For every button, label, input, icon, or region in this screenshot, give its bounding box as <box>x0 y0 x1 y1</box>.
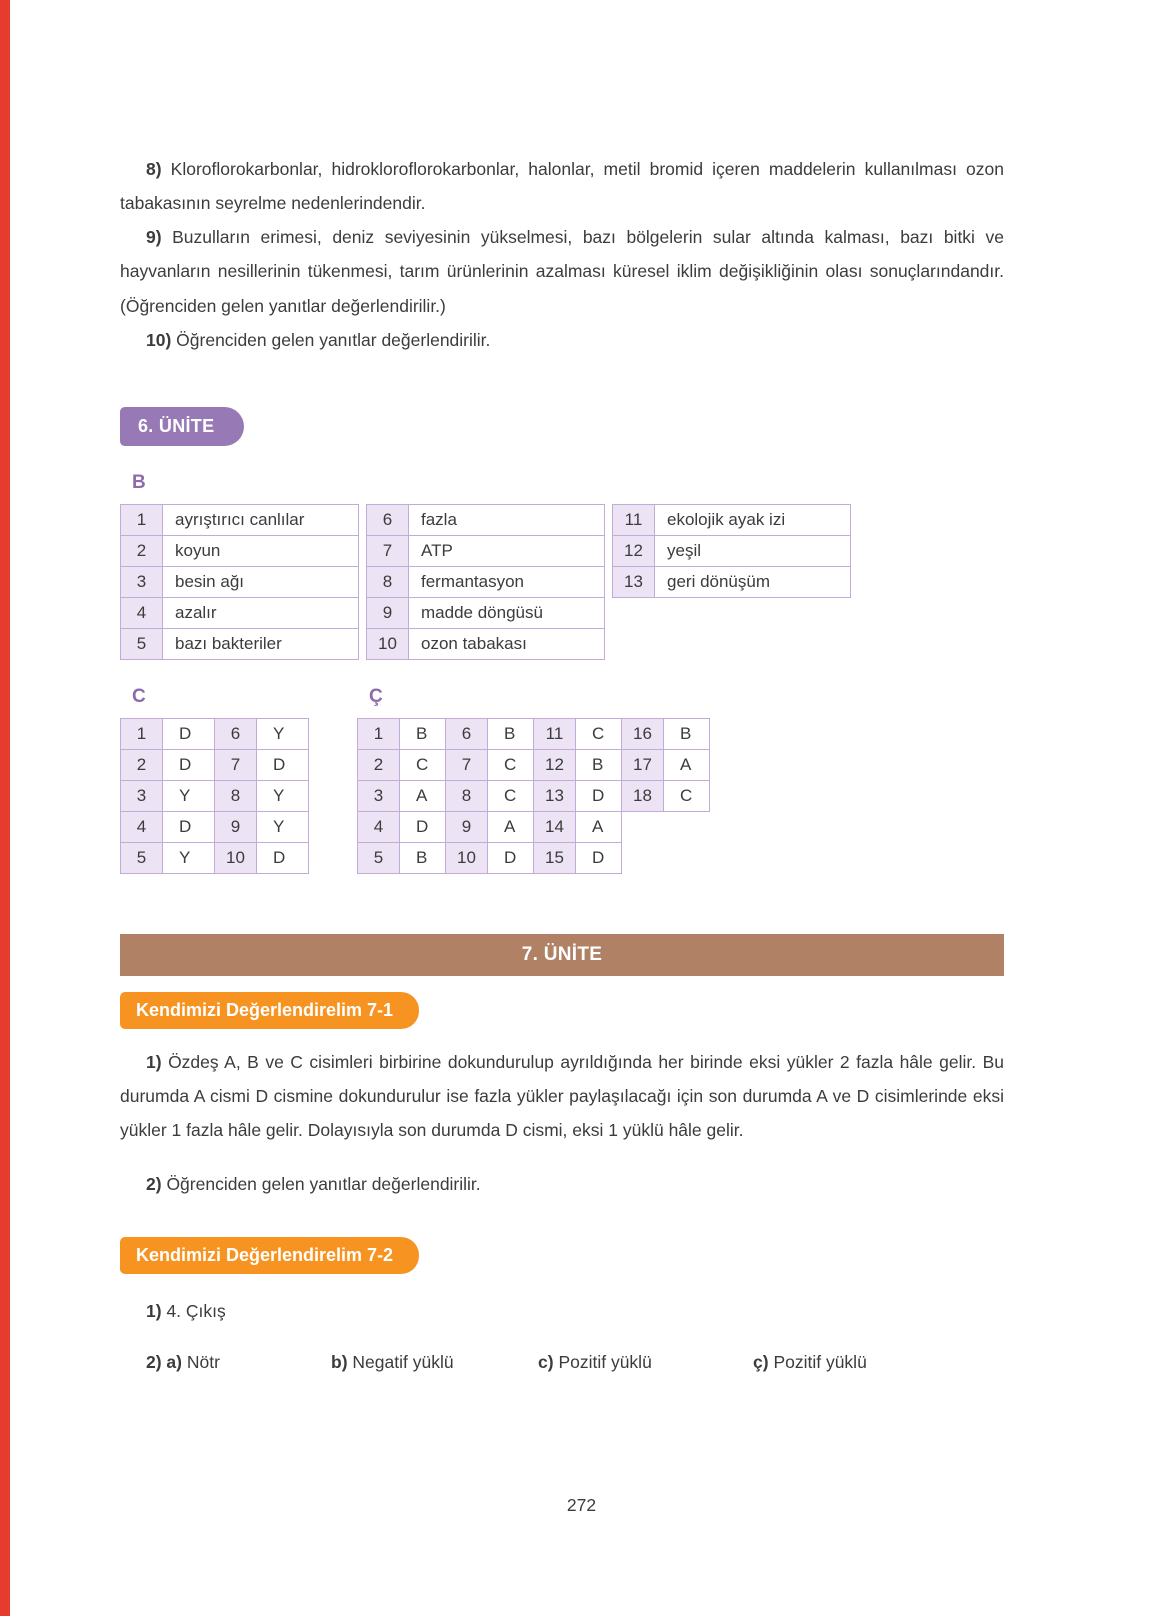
answer-text: fermantasyon <box>409 566 605 597</box>
answer-letter: B <box>576 749 622 780</box>
answer-letter: B <box>664 718 710 749</box>
answer-table-b3 <box>612 504 851 598</box>
table-row <box>121 780 215 811</box>
section-cc-tables <box>357 718 710 874</box>
table-row <box>121 597 359 628</box>
option-text: Pozitif yüklü <box>558 1352 652 1373</box>
option-text: Nötr <box>186 1352 220 1373</box>
answer-option-a <box>146 1352 331 1373</box>
page-content <box>120 152 1004 1373</box>
answer-letter: D <box>163 749 215 780</box>
table-row <box>446 780 534 811</box>
answer-number: 2 <box>121 749 163 780</box>
item-number: 9) <box>146 227 162 248</box>
answer-number: 8 <box>367 566 409 597</box>
answer-letter: A <box>664 749 710 780</box>
answer-table-c1 <box>120 718 215 874</box>
answer-number: 7 <box>446 749 488 780</box>
section-c-tables <box>120 718 309 874</box>
answer-number: 3 <box>121 780 163 811</box>
table-row <box>613 566 851 597</box>
table-row <box>121 535 359 566</box>
section-cc <box>357 686 710 874</box>
answer-text: ATP <box>409 535 605 566</box>
answer-letter: D <box>488 842 534 873</box>
answer-number: 11 <box>534 718 576 749</box>
section-c <box>120 686 309 874</box>
answer-letter: A <box>488 811 534 842</box>
kd1-item-1 <box>120 1045 1004 1147</box>
answer-option-b <box>331 1352 538 1373</box>
answer-letter: D <box>257 842 309 873</box>
section-c-label: C <box>132 685 146 707</box>
kd1-item-2 <box>120 1167 1004 1201</box>
answer-text: ozon tabakası <box>409 628 605 659</box>
answer-table-b1 <box>120 504 359 660</box>
item-text: Buzulların erimesi, deniz seviyesinin yükselmesi, bazı bölgelerin sular altında kalması, bazı bitki ve hayvanların nesillerinin tükenmesi, tarım ürünlerinin azalması küresel iklim değişikliğinin olası sonuçlarındandır. (Öğrenciden gelen yanıtlar değerlendirilir.) <box>120 227 1004 316</box>
answer-letter: D <box>576 842 622 873</box>
table-row <box>367 628 605 659</box>
table-row <box>613 535 851 566</box>
answer-text: yeşil <box>655 535 851 566</box>
answer-number: 9 <box>215 811 257 842</box>
option-label: c) <box>538 1352 554 1373</box>
table-row <box>622 780 710 811</box>
answer-number: 7 <box>215 749 257 780</box>
option-label: 2) a) <box>146 1352 182 1373</box>
table-row <box>446 749 534 780</box>
answer-number: 6 <box>367 504 409 535</box>
answer-letter: B <box>400 718 446 749</box>
answer-number: 13 <box>534 780 576 811</box>
answer-letter: C <box>576 718 622 749</box>
table-row <box>534 780 622 811</box>
answer-table-cc1 <box>357 718 446 874</box>
table-row <box>121 749 215 780</box>
answer-letter: D <box>576 780 622 811</box>
table-row <box>358 811 446 842</box>
answer-letter: D <box>400 811 446 842</box>
table-row <box>534 811 622 842</box>
table-row <box>121 628 359 659</box>
answer-letter: Y <box>257 780 309 811</box>
item-text: Özdeş A, B ve C cisimleri birbirine dokundurulup ayrıldığında her birinde eksi yükler 2 fazla hâle gelir. Bu durumda A cismi D cismine dokundurulur ise fazla yükler paylaşılacağı için son durumda A ve D cisimlerinde eksi yükler 1 fazla hâle gelir. Dolayısıyla son durumda D cismi, eksi 1 yüklü hâle gelir. <box>120 1051 1004 1140</box>
page-number: 272 <box>566 1495 597 1515</box>
table-row <box>121 811 215 842</box>
table-row <box>358 718 446 749</box>
answer-letter: C <box>488 780 534 811</box>
table-row <box>215 718 309 749</box>
table-row <box>534 718 622 749</box>
answer-number: 3 <box>358 780 400 811</box>
answer-number: 14 <box>534 811 576 842</box>
kd-7-2-badge: Kendimizi Değerlendirelim 7-2 <box>120 1237 419 1274</box>
answer-text: azalır <box>163 597 359 628</box>
item-text: Öğrenciden gelen yanıtlar değerlendirilir. <box>166 1174 481 1195</box>
answer-number: 5 <box>121 628 163 659</box>
section-b-label: B <box>132 471 146 493</box>
table-row <box>446 842 534 873</box>
table-row <box>367 566 605 597</box>
answer-number: 1 <box>121 718 163 749</box>
answer-number: 8 <box>446 780 488 811</box>
answer-letter: A <box>400 780 446 811</box>
answer-letter: C <box>664 780 710 811</box>
item-text: Kloroflorokarbonlar, hidrokloroflorokarbonlar, halonlar, metil bromid içeren maddelerin kullanılması ozon tabakasının seyrelme nedenlerindendir. <box>120 159 1004 214</box>
answer-text: ekolojik ayak izi <box>655 504 851 535</box>
kd2-item-2 <box>120 1352 1004 1373</box>
answer-number: 1 <box>121 504 163 535</box>
answer-letter: C <box>488 749 534 780</box>
answer-table-cc3 <box>533 718 622 874</box>
option-label: b) <box>331 1352 348 1373</box>
answer-letter: B <box>488 718 534 749</box>
item-number: 10) <box>146 329 172 350</box>
table-row <box>358 780 446 811</box>
answer-number: 10 <box>446 842 488 873</box>
section-cc-label: Ç <box>369 685 383 707</box>
table-row <box>613 504 851 535</box>
answer-number: 5 <box>121 842 163 873</box>
answer-number: 5 <box>358 842 400 873</box>
item-number: 8) <box>146 159 162 179</box>
table-row <box>622 718 710 749</box>
table-row <box>215 780 309 811</box>
answer-text: fazla <box>409 504 605 535</box>
answer-number: 8 <box>215 780 257 811</box>
item-number: 2) <box>146 1174 162 1195</box>
answer-number: 12 <box>613 535 655 566</box>
answer-number: 10 <box>367 628 409 659</box>
unit7-banner: 7. ÜNİTE <box>120 934 1004 976</box>
section-b-tables <box>120 504 1004 660</box>
table-row <box>121 566 359 597</box>
table-row <box>358 842 446 873</box>
option-label: ç) <box>753 1352 769 1373</box>
item-number: 1) <box>146 1301 162 1322</box>
table-row <box>121 842 215 873</box>
answer-letter: C <box>400 749 446 780</box>
item-text: Öğrenciden gelen yanıtlar değerlendirilir. <box>176 329 491 350</box>
table-row <box>215 842 309 873</box>
unit6-badge: 6. ÜNİTE <box>120 407 244 446</box>
answer-number: 18 <box>622 780 664 811</box>
item-text: 4. Çıkış <box>166 1301 226 1322</box>
answer-number: 13 <box>613 566 655 597</box>
table-row <box>121 504 359 535</box>
option-text: Negatif yüklü <box>352 1352 454 1373</box>
answer-letter: D <box>163 718 215 749</box>
answer-letter: A <box>576 811 622 842</box>
table-row <box>215 749 309 780</box>
answer-option-cc <box>753 1352 867 1373</box>
answer-letter: Y <box>163 842 215 873</box>
answer-table-c2 <box>214 718 309 874</box>
answer-number: 12 <box>534 749 576 780</box>
answer-number: 1 <box>358 718 400 749</box>
answer-text: bazı bakteriler <box>163 628 359 659</box>
answer-number: 4 <box>121 597 163 628</box>
answer-number: 7 <box>367 535 409 566</box>
answer-letter: Y <box>257 718 309 749</box>
answer-text: geri dönüşüm <box>655 566 851 597</box>
table-row <box>446 811 534 842</box>
answer-table-cc2 <box>445 718 534 874</box>
sections-c-and-cc <box>120 686 1004 874</box>
answer-letter: B <box>400 842 446 873</box>
table-row <box>215 811 309 842</box>
table-row <box>367 504 605 535</box>
answer-number: 2 <box>121 535 163 566</box>
table-row <box>121 718 215 749</box>
answer-table-cc4 <box>621 718 710 812</box>
answer-number: 15 <box>534 842 576 873</box>
answer-option-c <box>538 1352 753 1373</box>
answer-letter: Y <box>257 811 309 842</box>
kd-7-1-badge: Kendimizi Değerlendirelim 7-1 <box>120 992 419 1029</box>
answer-number: 4 <box>121 811 163 842</box>
answer-text: koyun <box>163 535 359 566</box>
answer-number: 4 <box>358 811 400 842</box>
kd2-item-1 <box>120 1294 1004 1328</box>
answer-text: besin ağı <box>163 566 359 597</box>
answer-number: 3 <box>121 566 163 597</box>
table-row <box>446 718 534 749</box>
item-number: 1) <box>146 1051 162 1072</box>
answer-number: 11 <box>613 504 655 535</box>
answer-number: 10 <box>215 842 257 873</box>
left-edge-stripe <box>0 0 10 1616</box>
answer-number: 16 <box>622 718 664 749</box>
table-row <box>358 749 446 780</box>
answer-number: 9 <box>367 597 409 628</box>
answer-text: ayrıştırıcı canlılar <box>163 504 359 535</box>
table-row <box>534 842 622 873</box>
table-row <box>622 749 710 780</box>
answer-text: madde döngüsü <box>409 597 605 628</box>
answer-table-b2 <box>366 504 605 660</box>
option-text: Pozitif yüklü <box>773 1352 867 1373</box>
answer-letter: D <box>257 749 309 780</box>
answer-number: 6 <box>446 718 488 749</box>
table-row <box>367 597 605 628</box>
table-row <box>534 749 622 780</box>
answer-number: 9 <box>446 811 488 842</box>
answer-letter: D <box>163 811 215 842</box>
table-row <box>367 535 605 566</box>
answer-item-8 <box>120 152 1004 220</box>
answer-item-9 <box>120 220 1004 322</box>
answer-letter: Y <box>163 780 215 811</box>
answer-number: 6 <box>215 718 257 749</box>
answer-number: 17 <box>622 749 664 780</box>
answer-number: 2 <box>358 749 400 780</box>
answer-item-10 <box>120 323 1004 357</box>
